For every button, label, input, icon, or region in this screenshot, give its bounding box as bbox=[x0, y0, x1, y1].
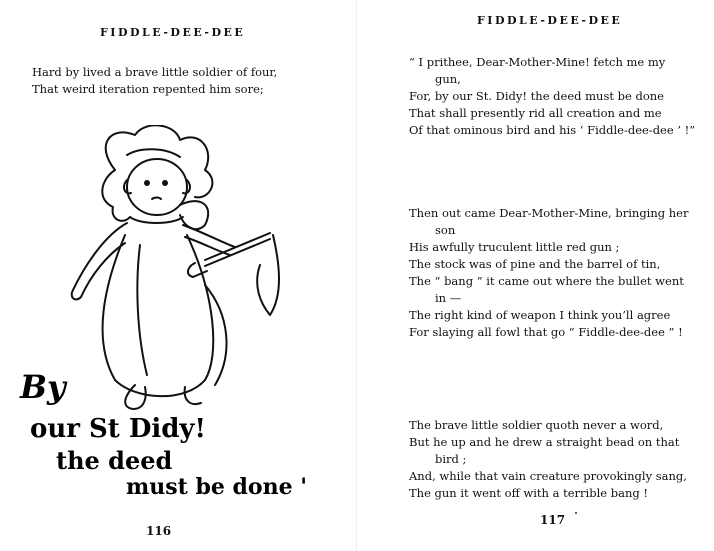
verse-line-continued: gun, bbox=[435, 72, 461, 86]
stanza-3 bbox=[409, 417, 687, 502]
verse-line: Of that ominous bird and his ‘ Fiddle-dee-dee ’ !” bbox=[409, 123, 696, 137]
verse-line: The stock was of pine and the barrel of tin, bbox=[409, 257, 661, 271]
verse-line: Then out came Dear-Mother-Mine, bringing her bbox=[409, 206, 689, 220]
caption-line-3: the deed bbox=[56, 446, 173, 475]
verse-line: The “ bang ” it came out where the bullet went bbox=[409, 274, 684, 288]
girl-with-toy-gun-illustration bbox=[55, 125, 285, 415]
caption-line-2: our St Didy! bbox=[30, 414, 206, 444]
running-head-left: FIDDLE-DEE-DEE bbox=[100, 26, 246, 39]
page-number-left: 116 bbox=[146, 524, 172, 538]
stanza-2 bbox=[409, 205, 689, 341]
verse-line-continued: in — bbox=[435, 291, 462, 305]
verse-line: But he up and he drew a straight bead on that bbox=[409, 435, 680, 449]
verse-line: And, while that vain creature provokingly sang, bbox=[409, 469, 687, 483]
page-number-right: 117 bbox=[540, 513, 566, 527]
caption-line-4: must be done ' bbox=[126, 474, 307, 500]
verse-line: “ I prithee, Dear-Mother-Mine! fetch me my bbox=[409, 55, 666, 69]
verse-line: That weird iteration repented him sore; bbox=[32, 82, 264, 96]
verse-line: Hard by lived a brave little soldier of four, bbox=[32, 65, 278, 79]
right-page bbox=[357, 0, 714, 551]
caption-line-1: By bbox=[20, 368, 66, 406]
verse-line: The right kind of weapon I think you’ll agree bbox=[409, 308, 671, 322]
stanza-1 bbox=[409, 54, 695, 139]
running-head-right: FIDDLE-DEE-DEE bbox=[477, 14, 623, 27]
ink-speck bbox=[575, 512, 577, 514]
verse-line: The brave little soldier quoth never a word, bbox=[409, 418, 664, 432]
verse-line-continued: bird ; bbox=[435, 452, 467, 466]
verse-line: That shall presently rid all creation and me bbox=[409, 106, 662, 120]
verse-line-continued: son bbox=[435, 223, 456, 237]
verse-left bbox=[32, 64, 277, 98]
verse-line: The gun it went off with a terrible bang ! bbox=[409, 486, 648, 500]
verse-line: For slaying all fowl that go “ Fiddle-dee-dee ” ! bbox=[409, 325, 683, 339]
verse-line: His awfully truculent little red gun ; bbox=[409, 240, 620, 254]
verse-line: For, by our St. Didy! the deed must be done bbox=[409, 89, 664, 103]
